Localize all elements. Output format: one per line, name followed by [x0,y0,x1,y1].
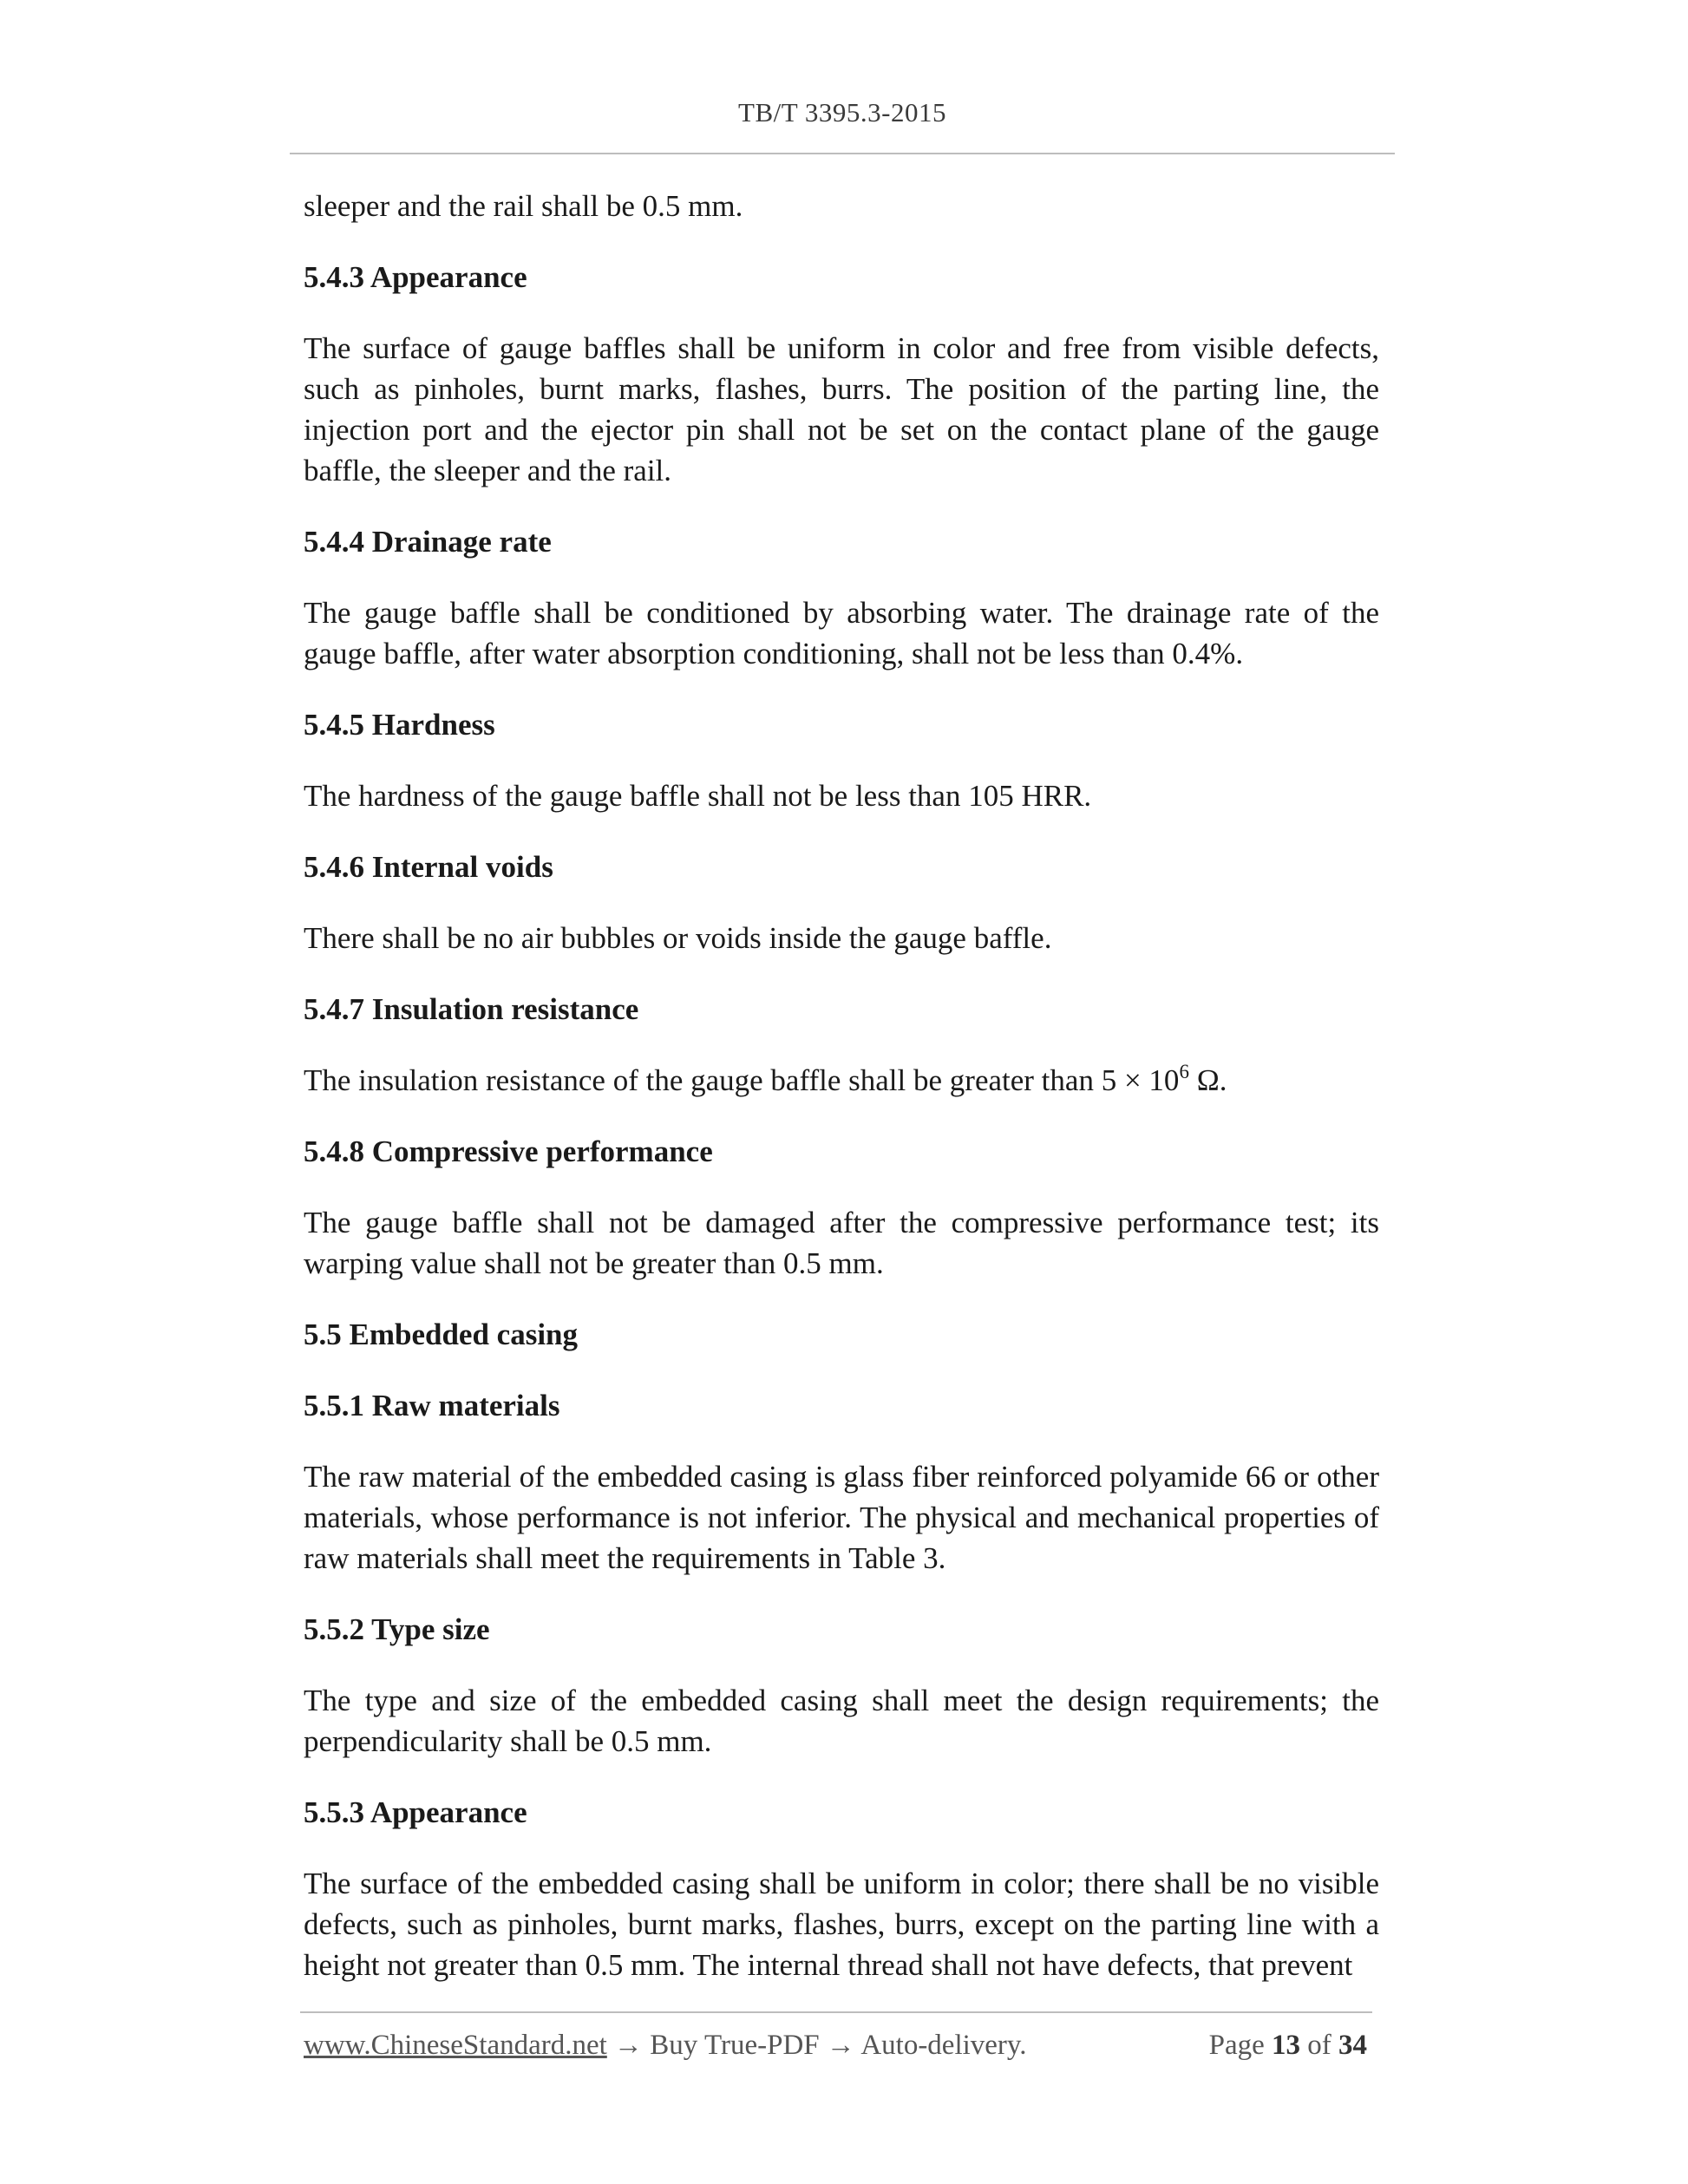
heading-5-5-3: 5.5.3 Appearance [304,1795,527,1829]
heading-5-5-2: 5.5.2 Type size [304,1612,490,1646]
auto-delivery-text: Auto-delivery. [860,2030,1027,2061]
total-pages: 34 [1338,2030,1367,2061]
heading-5-4-3: 5.4.3 Appearance [304,260,527,294]
paragraph-5-4-8: The gauge baffle shall not be damaged after the compressive performance test; its warping value shall not be greater than 0.5 mm. [304,1206,1379,1280]
buy-pdf-text: Buy True-PDF [650,2030,820,2061]
paragraph-5-5-2: The type and size of the embedded casing shall meet the design requirements; the perpendicularity shall be 0.5 mm. [304,1684,1379,1758]
ohm-unit: Ω. [1188,1063,1227,1097]
insulation-text: The insulation resistance of the gauge baffle shall be greater than 5 × 10 [304,1063,1180,1097]
continued-paragraph: sleeper and the rail shall be 0.5 mm. [304,189,743,223]
page-number [1209,2030,1367,2062]
paragraph-5-5-3: The surface of the embedded casing shall be uniform in color; there shall be no visible defects, such as pinholes, burnt marks, flashes, burrs, except on the parting line with a height not greater than 0.5 mm. The internal thread shall not have defects, that prevent [304,1867,1379,1982]
page-header: TB/T 3395.3-2015 [738,97,946,128]
paragraph-5-4-6: There shall be no air bubbles or voids inside the gauge baffle. [304,921,1052,955]
paragraph-5-4-3: The surface of gauge baffles shall be uniform in color and free from visible defects, such as pinholes, burnt marks, flashes, burrs. The position of the parting line, the injection port and the ejector pin shall not be set on the contact plane of the gauge baffle, the sleeper and the rail. [304,331,1379,487]
document-body [304,186,1379,1985]
heading-5-4-8: 5.4.8 Compressive performance [304,1135,713,1168]
paragraph-5-5-1: The raw material of the embedded casing is glass fiber reinforced polyamide 66 or other materials, whose performance is not inferior. The physical and mechanical properties of raw materials shall meet the requirements in Table 3. [304,1460,1379,1575]
arrow-icon: → [819,2030,861,2061]
current-page: 13 [1272,2030,1300,2061]
page-label: Page [1208,2030,1265,2061]
paragraph-5-4-5: The hardness of the gauge baffle shall not be less than 105 HRR. [304,779,1092,813]
arrow-icon: → [606,2030,651,2061]
paragraph-5-4-4: The gauge baffle shall be conditioned by absorbing water. The drainage rate of the gauge baffle, after water absorption conditioning, shall not be less than 0.4%. [304,596,1379,670]
footer-links [304,2030,1027,2062]
heading-5-4-5: 5.4.5 Hardness [304,708,495,742]
footer-divider [300,2011,1372,2013]
heading-5-5: 5.5 Embedded casing [304,1318,579,1351]
site-link[interactable]: www.ChineseStandard.net [304,2030,607,2061]
heading-5-5-1: 5.5.1 Raw materials [304,1389,560,1422]
paragraph-5-4-7 [304,1060,1379,1101]
header-divider [290,153,1395,154]
exponent: 6 [1179,1061,1189,1083]
heading-5-4-7: 5.4.7 Insulation resistance [304,992,639,1026]
heading-5-4-6: 5.4.6 Internal voids [304,850,553,884]
of-label: of [1307,2030,1331,2061]
heading-5-4-4: 5.4.4 Drainage rate [304,525,552,559]
